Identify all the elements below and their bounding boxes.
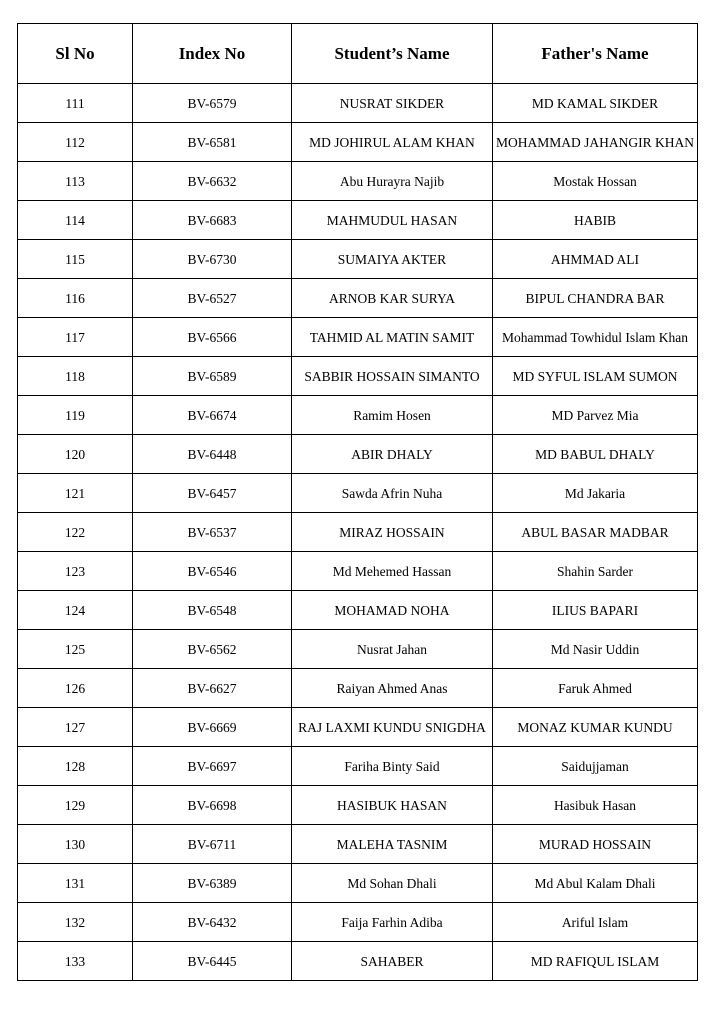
sl-no-cell: 131: [18, 864, 133, 903]
sl-no-cell: 129: [18, 786, 133, 825]
student-name-cell: SAHABER: [292, 942, 493, 981]
table-row: [18, 513, 698, 552]
table-row: [18, 669, 698, 708]
father-name-cell: Md Nasir Uddin: [493, 630, 698, 669]
index-no-cell: BV-6432: [133, 903, 292, 942]
index-no-cell: BV-6683: [133, 201, 292, 240]
index-no-cell: BV-6697: [133, 747, 292, 786]
table-row: [18, 825, 698, 864]
sl-no-cell: 121: [18, 474, 133, 513]
father-name-cell: MD KAMAL SIKDER: [493, 84, 698, 123]
index-no-cell: BV-6389: [133, 864, 292, 903]
father-name-cell: Faruk Ahmed: [493, 669, 698, 708]
table-row: [18, 591, 698, 630]
father-name-cell: ABUL BASAR MADBAR: [493, 513, 698, 552]
sl-no-cell: 118: [18, 357, 133, 396]
index-no-cell: BV-6579: [133, 84, 292, 123]
student-name-cell: HASIBUK HASAN: [292, 786, 493, 825]
student-name-cell: ARNOB KAR SURYA: [292, 279, 493, 318]
index-no-cell: BV-6527: [133, 279, 292, 318]
table-row: [18, 864, 698, 903]
father-name-cell: Md Abul Kalam Dhali: [493, 864, 698, 903]
header-row: [18, 24, 698, 84]
table-header: [18, 24, 698, 84]
student-name-cell: Sawda Afrin Nuha: [292, 474, 493, 513]
student-name-cell: MAHMUDUL HASAN: [292, 201, 493, 240]
student-name-cell: MD JOHIRUL ALAM KHAN: [292, 123, 493, 162]
table-row: [18, 279, 698, 318]
sl-no-cell: 127: [18, 708, 133, 747]
sl-no-cell: 122: [18, 513, 133, 552]
father-name-cell: MOHAMMAD JAHANGIR KHAN: [493, 123, 698, 162]
index-no-cell: BV-6566: [133, 318, 292, 357]
father-name-cell: MONAZ KUMAR KUNDU: [493, 708, 698, 747]
sl-no-cell: 117: [18, 318, 133, 357]
father-name-cell: HABIB: [493, 201, 698, 240]
table-row: [18, 903, 698, 942]
index-no-cell: BV-6448: [133, 435, 292, 474]
student-name-cell: SUMAIYA AKTER: [292, 240, 493, 279]
father-name-cell: Hasibuk Hasan: [493, 786, 698, 825]
father-name-cell: MD BABUL DHALY: [493, 435, 698, 474]
student-name-cell: MALEHA TASNIM: [292, 825, 493, 864]
index-no-cell: BV-6632: [133, 162, 292, 201]
index-no-cell: BV-6457: [133, 474, 292, 513]
table-row: [18, 747, 698, 786]
sl-no-cell: 123: [18, 552, 133, 591]
table-row: [18, 396, 698, 435]
student-name-cell: Ramim Hosen: [292, 396, 493, 435]
index-no-cell: BV-6537: [133, 513, 292, 552]
student-name-cell: Md Sohan Dhali: [292, 864, 493, 903]
student-name-cell: MOHAMAD NOHA: [292, 591, 493, 630]
student-name-cell: RAJ LAXMI KUNDU SNIGDHA: [292, 708, 493, 747]
index-no-cell: BV-6589: [133, 357, 292, 396]
index-no-cell: BV-6548: [133, 591, 292, 630]
table-row: [18, 435, 698, 474]
student-table: [17, 23, 698, 981]
sl-no-cell: 113: [18, 162, 133, 201]
father-name-cell: Mohammad Towhidul Islam Khan: [493, 318, 698, 357]
student-name-cell: SABBIR HOSSAIN SIMANTO: [292, 357, 493, 396]
father-name-cell: AHMMAD ALI: [493, 240, 698, 279]
header-sl-no: Sl No: [18, 24, 133, 84]
table-row: [18, 786, 698, 825]
student-name-cell: Faija Farhin Adiba: [292, 903, 493, 942]
table-body: [18, 84, 698, 981]
index-no-cell: BV-6562: [133, 630, 292, 669]
index-no-cell: BV-6669: [133, 708, 292, 747]
student-name-cell: Raiyan Ahmed Anas: [292, 669, 493, 708]
table-row: [18, 630, 698, 669]
sl-no-cell: 124: [18, 591, 133, 630]
student-name-cell: Md Mehemed Hassan: [292, 552, 493, 591]
index-no-cell: BV-6581: [133, 123, 292, 162]
index-no-cell: BV-6711: [133, 825, 292, 864]
index-no-cell: BV-6730: [133, 240, 292, 279]
table-row: [18, 318, 698, 357]
index-no-cell: BV-6674: [133, 396, 292, 435]
father-name-cell: MURAD HOSSAIN: [493, 825, 698, 864]
header-index-no: Index No: [133, 24, 292, 84]
father-name-cell: MD SYFUL ISLAM SUMON: [493, 357, 698, 396]
table-row: [18, 240, 698, 279]
index-no-cell: BV-6445: [133, 942, 292, 981]
sl-no-cell: 114: [18, 201, 133, 240]
student-name-cell: Abu Hurayra Najib: [292, 162, 493, 201]
table-row: [18, 162, 698, 201]
father-name-cell: Shahin Sarder: [493, 552, 698, 591]
father-name-cell: BIPUL CHANDRA BAR: [493, 279, 698, 318]
table-row: [18, 708, 698, 747]
table-row: [18, 942, 698, 981]
father-name-cell: ILIUS BAPARI: [493, 591, 698, 630]
father-name-cell: Md Jakaria: [493, 474, 698, 513]
student-name-cell: TAHMID AL MATIN SAMIT: [292, 318, 493, 357]
father-name-cell: Ariful Islam: [493, 903, 698, 942]
table-row: [18, 552, 698, 591]
sl-no-cell: 128: [18, 747, 133, 786]
sl-no-cell: 132: [18, 903, 133, 942]
sl-no-cell: 119: [18, 396, 133, 435]
header-father-name: Father's Name: [493, 24, 698, 84]
table-row: [18, 123, 698, 162]
father-name-cell: Saidujjaman: [493, 747, 698, 786]
index-no-cell: BV-6698: [133, 786, 292, 825]
student-name-cell: Nusrat Jahan: [292, 630, 493, 669]
student-name-cell: MIRAZ HOSSAIN: [292, 513, 493, 552]
sl-no-cell: 111: [18, 84, 133, 123]
table-row: [18, 201, 698, 240]
table-row: [18, 474, 698, 513]
sl-no-cell: 126: [18, 669, 133, 708]
index-no-cell: BV-6546: [133, 552, 292, 591]
student-name-cell: ABIR DHALY: [292, 435, 493, 474]
sl-no-cell: 130: [18, 825, 133, 864]
father-name-cell: MD RAFIQUL ISLAM: [493, 942, 698, 981]
index-no-cell: BV-6627: [133, 669, 292, 708]
father-name-cell: MD Parvez Mia: [493, 396, 698, 435]
father-name-cell: Mostak Hossan: [493, 162, 698, 201]
sl-no-cell: 133: [18, 942, 133, 981]
header-student-name: Student’s Name: [292, 24, 493, 84]
table-row: [18, 357, 698, 396]
table-row: [18, 84, 698, 123]
student-name-cell: Fariha Binty Said: [292, 747, 493, 786]
student-name-cell: NUSRAT SIKDER: [292, 84, 493, 123]
sl-no-cell: 115: [18, 240, 133, 279]
sl-no-cell: 120: [18, 435, 133, 474]
sl-no-cell: 125: [18, 630, 133, 669]
sl-no-cell: 116: [18, 279, 133, 318]
sl-no-cell: 112: [18, 123, 133, 162]
